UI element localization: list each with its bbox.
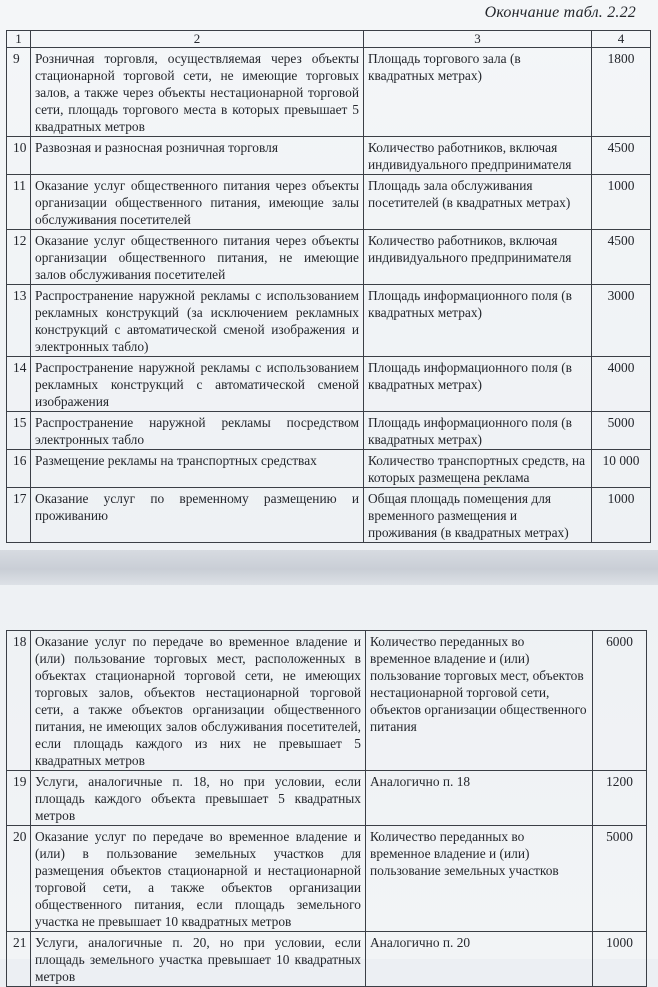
row-number: 14 — [7, 357, 31, 412]
value-cell: 1200 — [593, 771, 647, 826]
table-caption: Окончание табл. 2.22 — [484, 4, 636, 21]
activity-cell: Распространение наружной рекламы посредством электронных табло — [31, 412, 364, 450]
indicator-cell: Аналогично п. 18 — [366, 771, 593, 826]
value-cell: 4500 — [592, 137, 651, 175]
table-row — [7, 48, 651, 137]
value-cell: 5000 — [593, 826, 647, 932]
value-cell: 4000 — [592, 357, 651, 412]
row-number: 18 — [7, 631, 31, 771]
row-number: 11 — [7, 175, 31, 230]
value-cell: 1800 — [592, 48, 651, 137]
row-number: 19 — [7, 771, 31, 826]
header-col-2: 2 — [31, 31, 364, 48]
rates-table-bottom — [6, 630, 647, 987]
value-cell: 3000 — [592, 285, 651, 357]
activity-cell: Размещение рекламы на транспортных средствах — [31, 450, 364, 488]
activity-cell: Развозная и разносная розничная торговля — [31, 137, 364, 175]
row-number: 10 — [7, 137, 31, 175]
page-gap — [0, 550, 658, 585]
row-number: 13 — [7, 285, 31, 357]
table-row — [7, 932, 647, 987]
row-number: 21 — [7, 932, 31, 987]
indicator-cell: Площадь зала обслуживания посетителей (в квадратных метрах) — [364, 175, 592, 230]
indicator-cell: Площадь информационного поля (в квадратных метрах) — [364, 412, 592, 450]
table-row — [7, 488, 651, 543]
activity-cell: Оказание услуг по передаче во временное владение и (или) в пользование земельных участков для размещения объектов стационарной и нестационарной торговой сети, а также объектов организации общественного питания, если площадь земельного участка не превышает 10 квадратных метров — [31, 826, 366, 932]
indicator-cell: Количество работников, включая индивидуального предпринимателя — [364, 137, 592, 175]
value-cell: 4500 — [592, 230, 651, 285]
value-cell: 5000 — [592, 412, 651, 450]
activity-cell: Розничная торговля, осуществляемая через объекты стационарной торговой сети, не имеющие торговых залов, а также через объекты нестационарной торговой сети, площадь торгового места в которых превышает 5 квадратных метров — [31, 48, 364, 137]
indicator-cell: Количество транспортных средств, на которых размещена реклама — [364, 450, 592, 488]
indicator-cell: Общая площадь помещения для временного размещения и проживания (в квадратных метрах) — [364, 488, 592, 543]
value-cell: 6000 — [593, 631, 647, 771]
value-cell: 1000 — [593, 932, 647, 987]
value-cell: 1000 — [592, 488, 651, 543]
activity-cell: Распространение наружной рекламы с использованием рекламных конструкций с автоматической сменой изображения — [31, 357, 364, 412]
table-row — [7, 230, 651, 285]
activity-cell: Распространение наружной рекламы с использованием рекламных конструкций (за исключением рекламных конструкций с автоматической сменой изображения и электронных табло) — [31, 285, 364, 357]
table-row — [7, 175, 651, 230]
header-col-3: 3 — [364, 31, 592, 48]
indicator-cell: Площадь информационного поля (в квадратных метрах) — [364, 285, 592, 357]
row-number: 12 — [7, 230, 31, 285]
header-row — [7, 31, 651, 48]
activity-cell: Услуги, аналогичные п. 20, но при условии, если площадь земельного участка превышает 10 квадратных метров — [31, 932, 366, 987]
row-number: 17 — [7, 488, 31, 543]
indicator-cell: Аналогично п. 20 — [366, 932, 593, 987]
rates-table-top — [6, 30, 651, 543]
table-row — [7, 450, 651, 488]
row-number: 9 — [7, 48, 31, 137]
row-number: 16 — [7, 450, 31, 488]
value-cell: 10 000 — [592, 450, 651, 488]
header-col-4: 4 — [592, 31, 651, 48]
indicator-cell: Количество работников, включая индивидуального предпринимателя — [364, 230, 592, 285]
table-row — [7, 771, 647, 826]
activity-cell: Услуги, аналогичные п. 18, но при условии, если площадь каждого объекта превышает 5 квадратных метров — [31, 771, 366, 826]
table-row — [7, 357, 651, 412]
value-cell: 1000 — [592, 175, 651, 230]
row-number: 20 — [7, 826, 31, 932]
indicator-cell: Площадь торгового зала (в квадратных метрах) — [364, 48, 592, 137]
page-bottom — [0, 585, 658, 984]
row-number: 15 — [7, 412, 31, 450]
indicator-cell: Количество переданных во временное владение и (или) пользование торговых мест, объектов нестационарной торговой сети, объектов организации общественного питания — [366, 631, 593, 771]
activity-cell: Оказание услуг общественного питания через объекты организации общественного питания, имеющие залы обслуживания посетителей — [31, 175, 364, 230]
activity-cell: Оказание услуг общественного питания через объекты организации общественного питания, не имеющие залов обслуживания посетителей — [31, 230, 364, 285]
header-col-1: 1 — [7, 31, 31, 48]
table-row — [7, 826, 647, 932]
table-row — [7, 631, 647, 771]
table-row — [7, 285, 651, 357]
indicator-cell: Количество переданных во временное владение и (или) пользование земельных участков — [366, 826, 593, 932]
table-row — [7, 137, 651, 175]
table-row — [7, 412, 651, 450]
indicator-cell: Площадь информационного поля (в квадратных метрах) — [364, 357, 592, 412]
activity-cell: Оказание услуг по временному размещению и проживанию — [31, 488, 364, 543]
activity-cell: Оказание услуг по передаче во временное владение и (или) пользование торговых мест, расположенных в объектах стационарной торговой сети, не имеющих торговых залов, объектов нестационарной торговой сети, а также объектов организации общественного питания, не имеющих залов обслуживания посетителей, если площадь каждого из них не превышает 5 квадратных метров — [31, 631, 366, 771]
